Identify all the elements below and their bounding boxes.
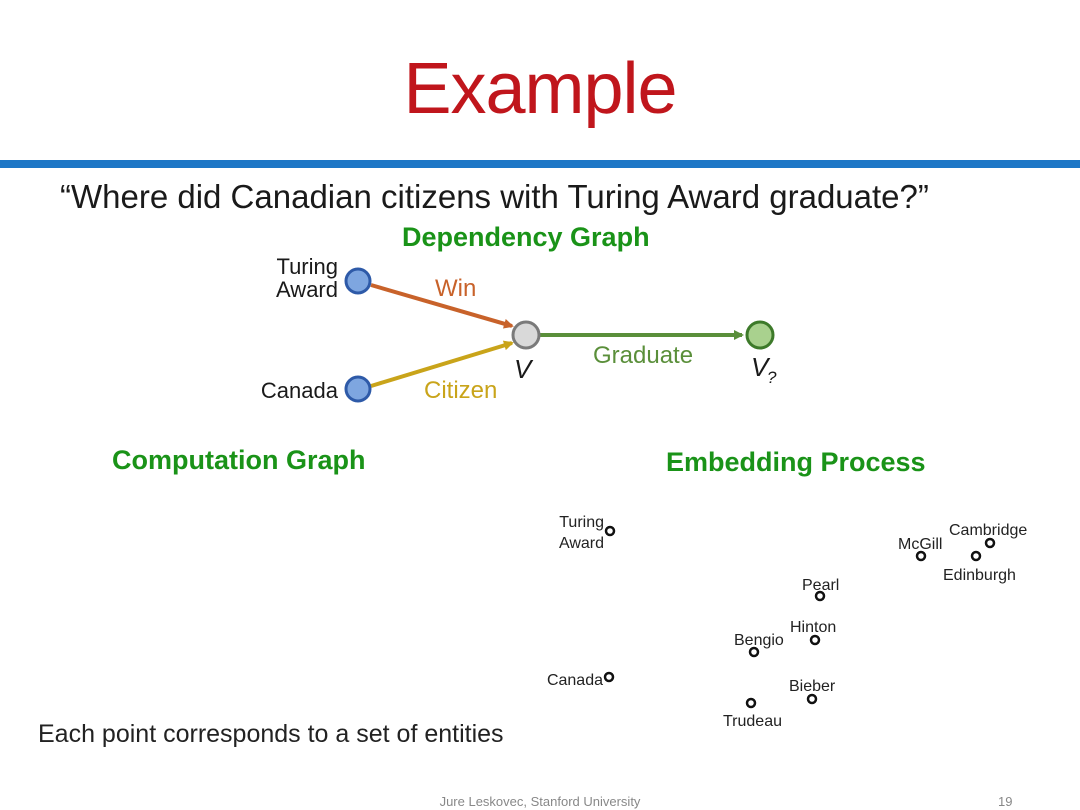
target-node xyxy=(747,322,773,348)
bengio-point xyxy=(750,648,758,656)
canada-node xyxy=(346,377,370,401)
emb-hinton-label: Hinton xyxy=(790,619,837,636)
page-number: 19 xyxy=(998,794,1013,809)
citizen-label: Citizen xyxy=(424,377,498,404)
emb-edinburgh-label: Edinburgh xyxy=(943,567,1016,584)
edinburgh-point xyxy=(972,552,980,560)
hinton-point xyxy=(811,636,819,644)
emb-bieber-label: Bieber xyxy=(789,678,836,695)
turing-award-point xyxy=(606,527,614,535)
computation-graph-heading: Computation Graph xyxy=(112,445,366,475)
target-label: V xyxy=(751,352,769,382)
embedding-process-heading: Embedding Process xyxy=(666,447,926,477)
emb-cambridge-label: Cambridge xyxy=(949,522,1028,539)
emb-pearl-label: Pearl xyxy=(802,577,840,594)
emb-trudeau-label: Trudeau xyxy=(723,713,782,730)
emb-turing-line2: Award xyxy=(558,535,604,552)
canada-point xyxy=(605,673,613,681)
trudeau-point xyxy=(747,699,755,707)
turing-label-line1: Turing xyxy=(276,254,338,279)
turing-award-node xyxy=(346,269,370,293)
graduate-label: Graduate xyxy=(593,342,694,369)
embedding-points xyxy=(547,514,1027,730)
emb-mcgill-label: McGill xyxy=(898,536,943,553)
slide-title: Example xyxy=(403,49,677,129)
bieber-point xyxy=(808,695,816,703)
footnote-text: Each point corresponds to a set of entities xyxy=(38,720,504,748)
emb-canada-label: Canada xyxy=(546,672,603,689)
win-label: Win xyxy=(435,275,477,302)
footer-credit: Jure Leskovec, Stanford University xyxy=(439,794,641,809)
mcgill-point xyxy=(917,552,925,560)
dependency-graph-heading: Dependency Graph xyxy=(402,222,650,252)
target-label-subscript: ? xyxy=(767,368,777,387)
cambridge-point xyxy=(986,539,994,547)
question-text: “Where did Canadian citizens with Turing Award graduate?” xyxy=(60,178,929,215)
variable-label: V xyxy=(514,354,532,384)
emb-bengio-label: Bengio xyxy=(734,632,784,649)
turing-label-line2: Award xyxy=(276,277,338,302)
variable-node xyxy=(513,322,539,348)
canada-label: Canada xyxy=(260,378,338,403)
emb-turing-line1: Turing xyxy=(559,514,604,531)
